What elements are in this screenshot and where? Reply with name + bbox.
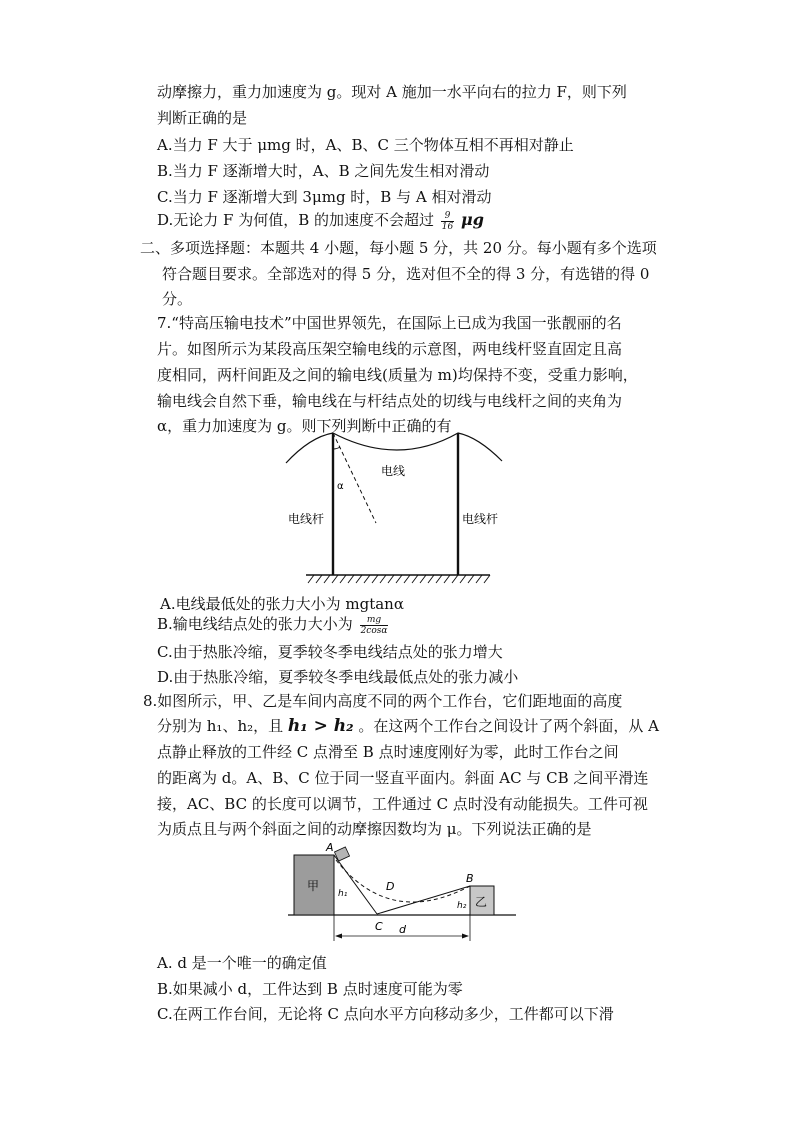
ground-hatching — [308, 575, 490, 583]
q8-text-line4: 的距离为 d。A、B、C 位于同一竖直平面内。斜面 AC 与 CB 之间平滑连 — [157, 769, 649, 787]
point-c-label: C — [375, 920, 383, 933]
angle-label: α — [337, 481, 344, 492]
q8-option-b: B.如果减小 d，工件达到 B 点时速度可能为零 — [157, 980, 463, 998]
q8-worktable-figure — [280, 838, 520, 946]
fraction-denominator: 2cosα — [360, 625, 388, 636]
q6-option-d-fraction — [441, 211, 454, 232]
dashed-path-adb — [336, 860, 470, 902]
q8-option-c: C.在两工作台间，无论将 C 点向水平方向移动多少，工件都可以下滑 — [157, 1005, 614, 1023]
fraction-numerator: 9 — [441, 211, 454, 222]
q7-text-line4: 输电线会自然下垂，输电线在与杆结点处的切线与电线杆之间的夹角为 — [157, 392, 623, 410]
wire-label: 电线 — [381, 464, 406, 478]
table-jia-label: 甲 — [307, 879, 320, 893]
q7-text-line2: 片。如图所示为某段高压架空输电线的示意图，两电线杆竖直固定且高 — [157, 340, 623, 358]
arrow-left-icon — [335, 934, 342, 939]
q6-option-c: C.当力 F 逐渐增大到 3μmg 时，B 与 A 相对滑动 — [157, 188, 492, 206]
q7-power-line-figure — [278, 425, 518, 585]
q8-text-line5: 接，AC、BC 的长度可以调节，工件通过 C 点时没有动能损失。工件可视 — [157, 795, 648, 813]
point-a-label: A — [326, 841, 334, 854]
q8-text-line6: 为质点且与两个斜面之间的动摩擦因数均为 μ。下列说法正确的是 — [157, 820, 592, 838]
right-pole-label: 电线杆 — [462, 512, 499, 526]
q6-option-d-text: D.无论力 F 为何值，B 的加速度不会超过 — [157, 211, 434, 229]
left-pole-label: 电线杆 — [288, 512, 325, 526]
q8-text-line2-prefix: 分别为 h₁、h₂，且 — [157, 717, 284, 735]
d-label: d — [399, 923, 406, 936]
fraction-numerator: mg — [360, 615, 389, 626]
q6-text-line1: 动摩擦力，重力加速度为 g。现对 A 施加一水平向右的拉力 F，则下列 — [157, 83, 627, 101]
q6-option-d — [157, 210, 484, 232]
q7-text-line5: α，重力加速度为 g。则下列判断中正确的有 — [157, 417, 452, 435]
q8-text-line3: 点静止释放的工件经 C 点滑至 B 点时速度刚好为零，此时工作台之间 — [157, 743, 619, 761]
h1-label: h₁ — [338, 889, 348, 899]
fraction-denominator: 16 — [441, 221, 454, 232]
q8-option-a: A. d 是一个唯一的确定值 — [157, 954, 327, 972]
q7-option-b-fraction — [360, 615, 389, 636]
q7-option-b-text: B.输电线结点处的张力大小为 — [157, 615, 353, 633]
section2-header-line3: 分。 — [162, 290, 193, 308]
q8-text-line2-suffix: 。在这两个工作台之间设计了两个斜面，从 A — [358, 717, 659, 735]
q6-option-d-mu-g: μg — [461, 210, 484, 229]
arrow-right-icon — [462, 934, 469, 939]
section2-header-line1: 二、多项选择题：本题共 4 小题，每小题 5 分，共 20 分。每小题有多个选项 — [140, 239, 657, 257]
section2-header-line2: 符合题目要求。全部选对的得 5 分，选对但不全的得 3 分，有选错的得 0 — [162, 265, 650, 283]
power-wire — [286, 433, 502, 463]
q7-text-line1: 7.“特高压输电技术”中国世界领先，在国际上已成为我国一张靓丽的名 — [157, 314, 622, 332]
q8-text-line1: 8.如图所示，甲、乙是车间内高度不同的两个工作台，它们距地面的高度 — [143, 692, 623, 710]
q7-option-a: A.电线最低处的张力大小为 mgtanα — [160, 595, 404, 613]
h2-label: h₂ — [457, 901, 467, 911]
q6-text-line2: 判断正确的是 — [157, 109, 248, 127]
slope-ac — [334, 855, 377, 914]
q7-text-line3: 度相同，两杆间距及之间的输电线(质量为 m)均保持不变，受重力影响， — [157, 366, 638, 384]
point-d-label: D — [386, 880, 395, 893]
q8-text-line2 — [157, 716, 659, 736]
q7-option-c: C.由于热胀冷缩，夏季较冬季电线结点处的张力增大 — [157, 643, 503, 661]
q8-inequality: h₁ > h₂ — [287, 716, 354, 736]
q7-option-b — [157, 614, 390, 636]
q6-option-a: A.当力 F 大于 μmg 时，A、B、C 三个物体互相不再相对静止 — [157, 136, 574, 154]
table-yi-label: 乙 — [475, 895, 488, 909]
q7-option-d: D.由于热胀冷缩，夏季较冬季电线最低点处的张力减小 — [157, 668, 519, 686]
q6-option-b: B.当力 F 逐渐增大时，A、B 之间先发生相对滑动 — [157, 162, 490, 180]
point-b-label: B — [466, 872, 474, 885]
